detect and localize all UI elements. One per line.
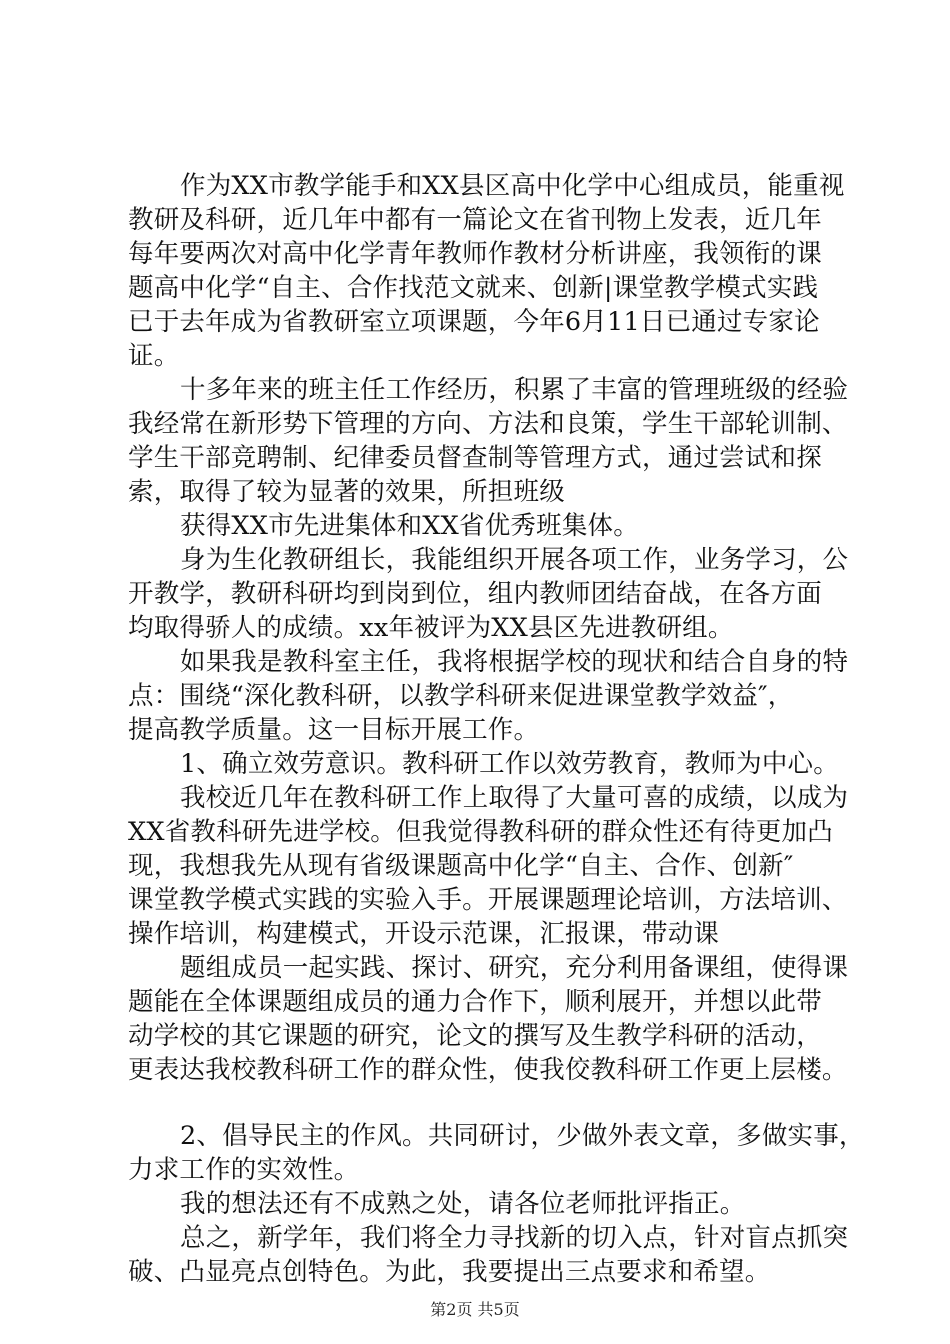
text-line: 力求工作的实效性。 [128,1155,360,1185]
text-line: 我经常在新形势下管理的方向、方法和良策，学生干部轮训制、 [128,409,848,439]
text-line: XX省教科研先进学校。但我觉得教科研的群众性还有待更加凸 [128,817,833,847]
text-line: 获得XX市先进集体和XX省优秀班集体。 [180,511,639,541]
text-line: 十多年来的班主任工作经历，积累了丰富的管理班级的经验 [180,375,849,405]
text-line: 如果我是教科室主任，我将根据学校的现状和结合自身的特 [180,647,849,677]
text-line: 总之，新学年，我们将全力寻找新的切入点，针对盲点抓突 [180,1223,849,1253]
text-line: 破、凸显亮点创特色。为此，我要提出三点要求和希望。 [128,1257,771,1287]
text-line: 索，取得了较为显著的效果，所担班级 [128,477,565,507]
text-line: 作为XX市教学能手和XX县区高中化学中心组成员，能重视 [180,171,845,201]
text-line: 题组成员一起实践、探讨、研究，充分利用备课组，使得课 [180,953,849,983]
text-line: 每年要两次对高中化学青年教师作教材分析讲座，我领衔的课 [128,239,822,269]
text-line: 我的想法还有不成熟之处，请各位老师批评指正。 [180,1189,746,1219]
text-line: 均取得骄人的成绩。xx年被评为XX县区先进教研组。 [128,613,734,643]
page-footer: 第2页 共5页 [430,1300,520,1319]
text-line: 题高中化学“自主、合作找范文就来、创新|课堂教学模式实践 [128,273,819,303]
text-line: 现，我想我先从现有省级课题高中化学“自主、合作、创新″ [128,851,794,881]
text-line: 更表达我校教科研工作的群众性，使我佼教科研工作更上层楼。 [128,1055,848,1085]
text-line: 身为生化教研组长，我能组织开展各项工作，业务学习，公 [180,545,849,575]
text-line: 已于去年成为省教研室立项课题，今年6月11日已通过专家论 [128,307,820,337]
text-line: 操作培训，构建模式，开设示范课，汇报课，带动课 [128,919,720,949]
text-line: 课堂教学模式实践的实验入手。开展课题理论培训，方法培训、 [128,885,848,915]
text-line: 1、确立效劳意识。教科研工作以效劳教育，教师为中心。 [180,749,839,779]
text-line: 教研及科研，近几年中都有一篇论文在省刊物上发表，近几年 [128,205,822,235]
text-line: 我校近几年在教科研工作上取得了大量可喜的成绩，以成为 [180,783,849,813]
text-line: 提高教学质量。这一目标开展工作。 [128,715,540,745]
text-line: 证。 [128,341,180,371]
text-line: 2、倡导民主的作风。共同研讨，少做外表文章，多做实事， [180,1121,865,1151]
text-line: 点：围绕“深化教科研，以教学科研来促进课堂教学效益″， [128,681,794,711]
text-line: 学生干部竞聘制、纪律委员督查制等管理方式，通过尝试和探 [128,443,822,473]
text-line: 动学校的其它课题的研究，论文的撰写及生教学科研的活动， [128,1021,822,1051]
text-line: 开教学，教研科研均到岗到位，组内教师团结奋战，在各方面 [128,579,822,609]
text-line: 题能在全体课题组成员的通力合作下，顺利展开，并想以此带 [128,987,822,1017]
